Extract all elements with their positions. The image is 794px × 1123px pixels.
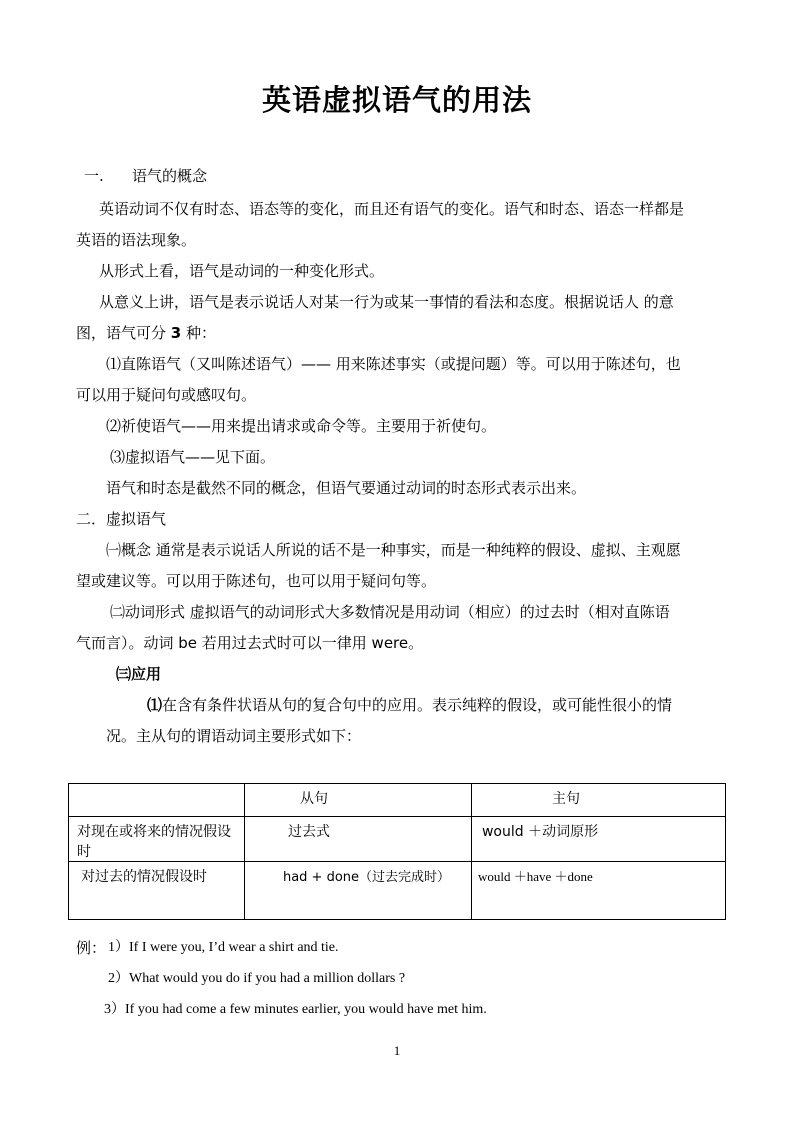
section1-heading: 语气的概念: [132, 167, 208, 185]
table-cell-clause: had + done（过去完成时）: [244, 862, 471, 920]
paragraph-1-line-2: 英语的语法现象。: [76, 231, 197, 249]
mood-item-3: ⑶虚拟语气——见下面。: [110, 448, 276, 466]
example-2: 2）What would you do if you had a million dollars ?: [108, 971, 406, 986]
paragraph-2: 从形式上看，语气是动词的一种变化形式。: [99, 262, 385, 280]
paragraph-3-line-2: [76, 323, 216, 343]
table-header-cell-empty: [69, 784, 245, 817]
table-header-row: [69, 784, 726, 817]
table-row: [69, 862, 726, 920]
table-cell-main: would ＋动词原形: [471, 817, 725, 862]
mood-item-2: ⑵祈使语气——用来提出请求或命令等。主要用于祈使句。: [106, 417, 497, 435]
paragraph-3-line-1: 从意义上讲，语气是表示说话人对某一行为或某一事情的看法和态度。根据说话人 的意: [99, 293, 674, 311]
paragraph-3-suffix: 种：: [181, 324, 216, 342]
application-1-text: 在含有条件状语从句的复合句中的应用。表示纯粹的假设，或可能性很小的情: [162, 696, 673, 714]
concept-line-2: 望或建议等。可以用于陈述句，也可以用于疑问句等。: [76, 572, 437, 590]
verb-form-line-2: 气而言）。动词 be 若用过去式时可以一律用 were。: [76, 634, 424, 652]
conditional-forms-table: [68, 783, 726, 920]
table-cell-condition: 对过去的情况假设时: [69, 862, 245, 920]
table-header-clause: 从句: [244, 784, 471, 817]
concept-line-1: ㈠概念 通常是表示说话人所说的话不是一种事实，而是一种纯粹的假设、虚拟、主观愿: [106, 541, 681, 559]
application-1-line-2: 况。主从句的谓语动词主要形式如下：: [106, 727, 362, 745]
paragraph-3-number: 3: [170, 324, 182, 342]
table-cell-clause: 过去式: [244, 817, 471, 862]
page-title: 英语虚拟语气的用法: [261, 83, 532, 117]
example-1: 1）If I were you, I’d wear a shirt and tie.: [108, 940, 339, 955]
section2-heading: 二．虚拟语气: [76, 510, 167, 528]
mood-item-1-line-2: 可以用于疑问句或感叹句。: [76, 386, 257, 404]
paragraph-1-line-1: 英语动词不仅有时态、语态等的变化，而且还有语气的变化。语气和时态、语态一样都是: [99, 200, 685, 218]
application-heading: ㈢应用: [116, 665, 162, 683]
paragraph-3-text: 图，语气可分: [76, 324, 171, 342]
example-3: 3）If you had come a few minutes earlier, you would have met him.: [104, 1002, 487, 1017]
paragraph-4: 语气和时态是截然不同的概念，但语气要通过动词的时态形式表示出来。: [106, 479, 587, 497]
application-1-number: ⑴: [147, 696, 163, 714]
table-header-main: 主句: [471, 784, 725, 817]
page-number: 1: [393, 1043, 401, 1058]
table-cell-condition: 对现在或将来的情况假设时: [69, 817, 245, 862]
application-1-line-1: [147, 695, 672, 715]
table-cell-main: would ＋have ＋done: [471, 862, 725, 920]
mood-item-1-line-1: ⑴直陈语气（又叫陈述语气）—— 用来陈述事实（或提问题）等。可以用于陈述句，也: [106, 355, 681, 373]
examples-label: 例：: [76, 939, 107, 957]
section1-number: 一.: [84, 167, 104, 185]
verb-form-line-1: ㈡动词形式 虚拟语气的动词形式大多数情况是用动词（相应）的过去时（相对直陈语: [110, 603, 670, 621]
table-row: [69, 817, 726, 862]
